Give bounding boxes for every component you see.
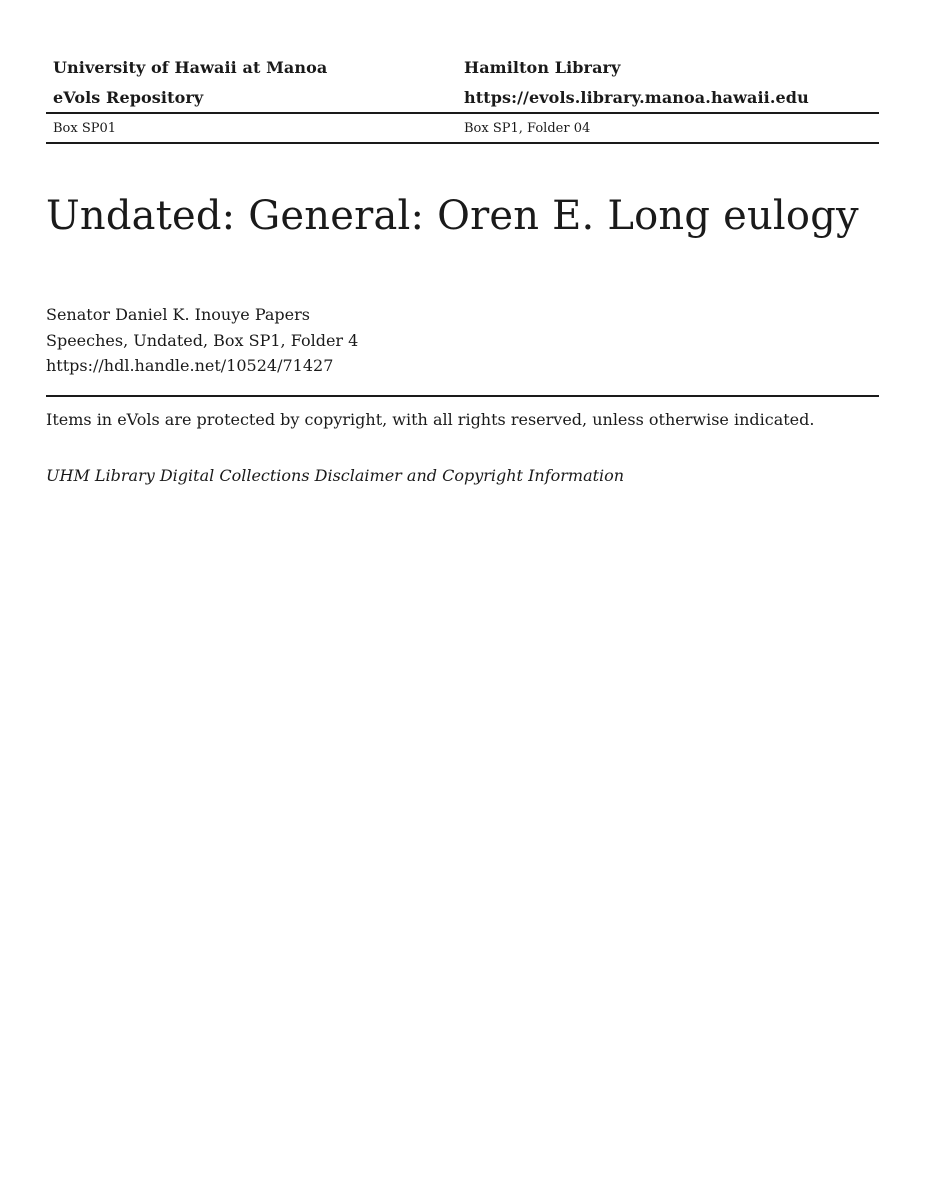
institution-name: University of Hawaii at Manoa bbox=[53, 57, 328, 77]
collection-name: Senator Daniel K. Inouye Papers bbox=[46, 305, 310, 324]
header-bottom-divider bbox=[46, 142, 879, 144]
library-name: Hamilton Library bbox=[464, 57, 621, 77]
content-divider bbox=[46, 395, 879, 397]
header-table bbox=[46, 52, 879, 144]
repository-name: eVols Repository bbox=[53, 87, 204, 107]
document-page bbox=[46, 0, 879, 485]
repository-url[interactable]: https://evols.library.manoa.hawaii.edu bbox=[464, 87, 809, 107]
box-label: Box SP01 bbox=[53, 120, 117, 136]
document-title: Undated: General: Oren E. Long eulogy bbox=[46, 193, 859, 239]
box-folder-label: Box SP1, Folder 04 bbox=[464, 120, 591, 136]
header-row-repository bbox=[46, 82, 879, 112]
rights-statement: Items in eVols are protected by copyright, with all rights reserved, unless otherwise indicated. bbox=[46, 410, 815, 429]
handle-link[interactable]: https://hdl.handle.net/10524/71427 bbox=[46, 356, 334, 375]
document-metadata bbox=[46, 302, 358, 379]
header-row-institution bbox=[46, 52, 879, 82]
header-row-box bbox=[46, 114, 879, 142]
disclaimer-link[interactable]: UHM Library Digital Collections Disclaimer and Copyright Information bbox=[46, 466, 625, 485]
series-info: Speeches, Undated, Box SP1, Folder 4 bbox=[46, 330, 359, 350]
